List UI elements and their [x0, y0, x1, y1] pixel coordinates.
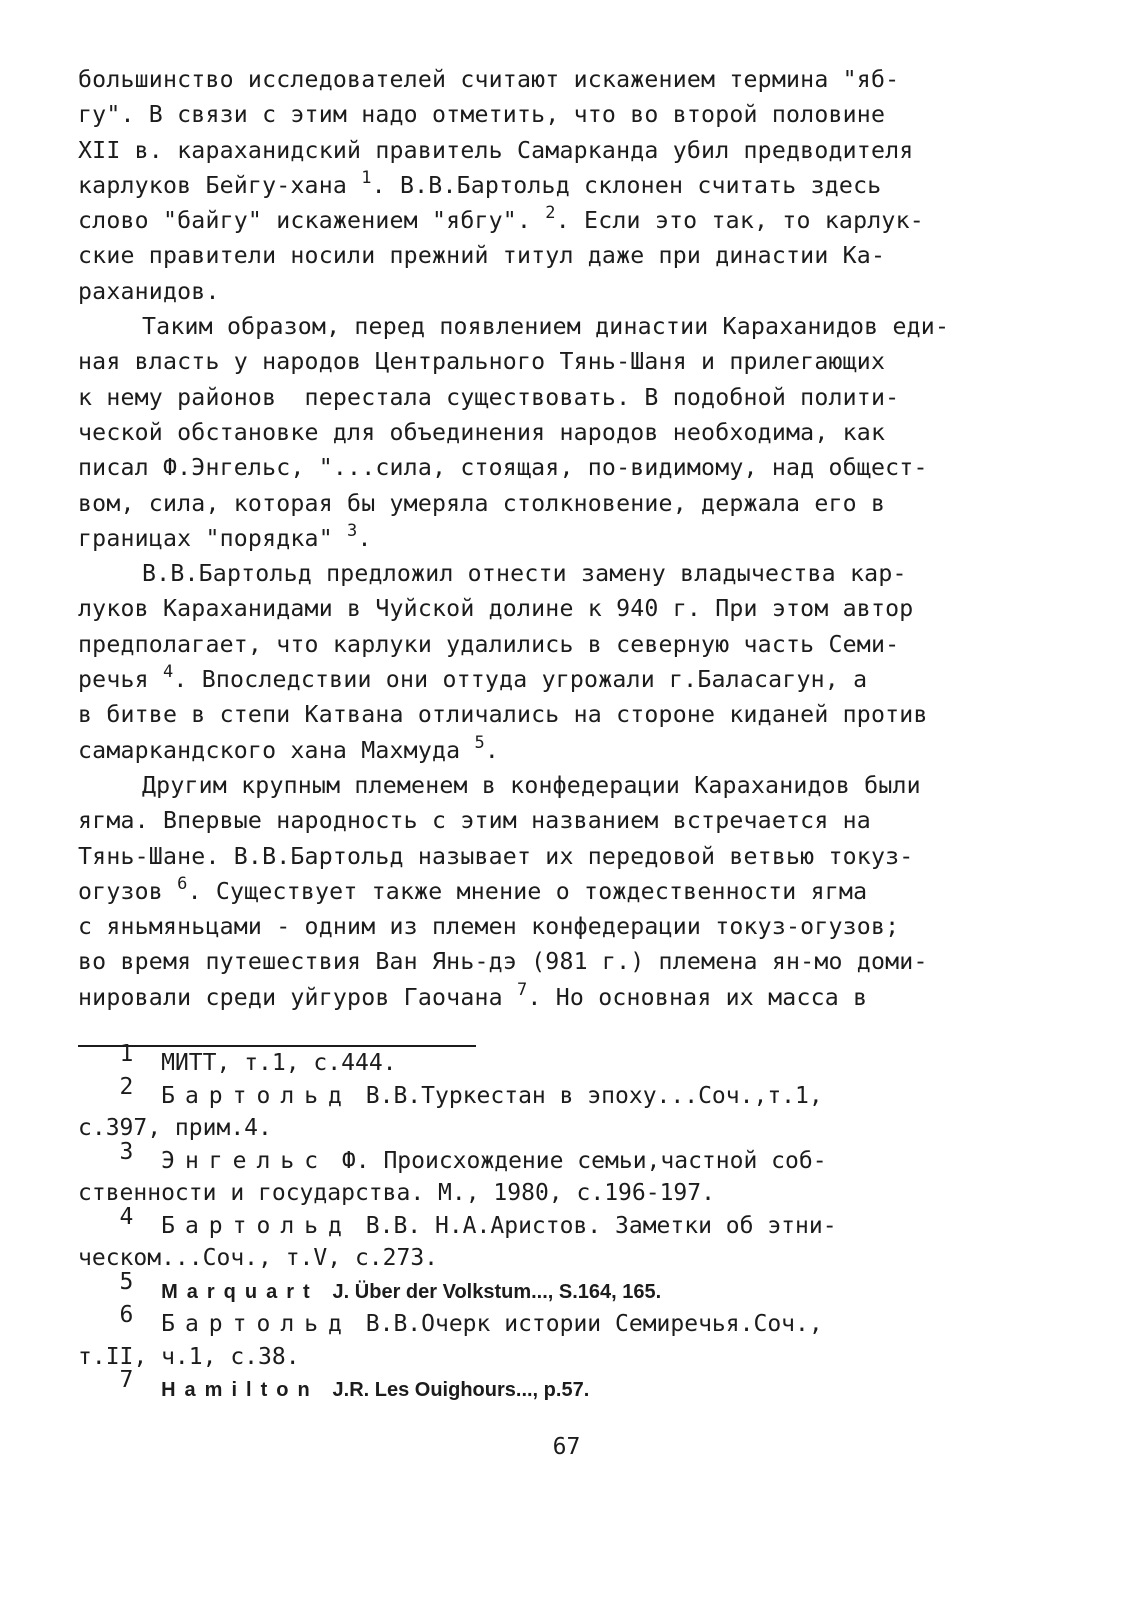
footnote-author: Бартольд: [161, 1311, 352, 1337]
footnote-text: МИТТ, т.1, с.444.: [161, 1050, 397, 1076]
footnote-text: J. Über der Volkstum..., S.164, 165.: [332, 1280, 662, 1303]
text-line: вом, сила, которая бы умеряла столкновение, держала его в: [78, 489, 886, 517]
text-line: во время путешествия Ван Янь-дэ (981 г.) племена ян-мо доми-: [78, 948, 928, 976]
text-line: [78, 662, 1038, 697]
text-segment: слово "байгу" искажением "ябгу".: [78, 207, 546, 235]
text-line: [78, 733, 1038, 768]
footnote-3-continuation: ственности и государства. М., 1980, с.196-197.: [78, 1180, 715, 1206]
text-line: [78, 980, 1038, 1015]
footnote-text: В.В.Очерк истории Семиречья.Соч.,: [365, 1311, 823, 1337]
paragraph-1: [78, 62, 1038, 309]
text-segment: границах "порядка": [78, 524, 348, 552]
footnote-5: 5 Marquart J. Über der Volkstum..., S.164, 165.: [119, 1268, 662, 1303]
text-line: раханидов.: [78, 277, 220, 305]
text-line: писал Ф.Энгельс, "...сила, стоящая, по-видимому, над общест-: [78, 454, 928, 482]
footnote-ref: 1: [361, 167, 372, 188]
text-line: к нему районов перестала существовать. В подобной полити-: [78, 383, 900, 411]
footnote-2-continuation: с.397, прим.4.: [78, 1115, 272, 1141]
footnote-ref: 3: [347, 520, 358, 541]
text-line: Таким образом, перед появлением династии Караханидов еди-: [142, 313, 950, 341]
footnote-ref: 2: [545, 203, 556, 224]
text-segment: карлуков Бейгу-хана: [78, 171, 362, 199]
text-line: Тянь-Шане. В.В.Бартольд называет их передовой ветвью токуз-: [78, 842, 914, 870]
paragraph-3: [78, 556, 1038, 768]
text-segment: .: [357, 524, 372, 552]
footnote-ref: 7: [516, 979, 528, 1000]
page-number: 67: [552, 1434, 581, 1460]
footnotes: [78, 1041, 1038, 1407]
text-segment: . Если это так, то карлук-: [555, 207, 924, 235]
text-segment: огузов: [78, 877, 178, 905]
text-segment: . Существует также мнение о тождественности ягма: [187, 877, 868, 905]
footnote-author: Бартольд: [161, 1212, 352, 1239]
footnote-1: 1 МИТТ, т.1, с.444.: [119, 1041, 397, 1076]
text-segment: .: [484, 736, 500, 764]
text-segment: . В.В.Бартольд склонен считать здесь: [371, 171, 882, 199]
text-segment: . Впоследствии они оттуда угрожали г.Баласагун, а: [173, 666, 868, 694]
footnote-text: В.В. Н.А.Аристов. Заметки об этни-: [365, 1212, 837, 1239]
footnote-author: Бартольд: [161, 1082, 352, 1109]
text-segment: нировали среди уйгуров Гаочана: [78, 983, 517, 1011]
text-segment: речья: [78, 666, 163, 694]
footnote-author: Marquart: [161, 1280, 319, 1303]
footnote-4: 4 Бартольд В.В. Н.А.Аристов. Заметки об этни-: [119, 1203, 837, 1239]
text-line: предполагает, что карлуки удалились в северную часть Семи-: [78, 630, 900, 658]
footnote-text: J.R. Les Ouighours..., p.57.: [332, 1379, 590, 1401]
text-line: XII в. караханидский правитель Самарканда убил предводителя: [78, 136, 914, 164]
text-line: Другим крупным племенем в конфедерации Караханидов были: [142, 771, 921, 799]
text-segment: . Но основная их масса в: [527, 983, 868, 1011]
footnote-7: 7 Hamilton J.R. Les Ouighours..., p.57.: [119, 1367, 590, 1401]
text-line: [78, 168, 1038, 203]
footnote-text: Ф. Происхождение семьи,частной соб-: [341, 1147, 827, 1174]
paragraph-2: [78, 309, 1038, 556]
footnote-3: 3 Энгельс Ф. Происхождение семьи,частной соб-: [119, 1138, 827, 1174]
footnote-author: Hamilton: [161, 1379, 319, 1401]
paragraph-4: [78, 768, 1038, 1015]
footnote-ref: 5: [474, 732, 485, 753]
footnote-6: 6 Бартольд В.В.Очерк истории Семиречья.Соч.,: [119, 1302, 823, 1337]
text-line: [78, 203, 1038, 238]
text-line: гу". В связи с этим надо отметить, что во второй половине: [78, 101, 886, 129]
footnote-text: В.В.Туркестан в эпоху...Соч.,т.1,: [365, 1082, 823, 1109]
text-line: луков Караханидами в Чуйской долине к 940 г. При этом автор: [78, 595, 914, 623]
text-line: ная власть у народов Центрального Тянь-Шаня и прилегающих: [78, 348, 886, 376]
text-line: ские правители носили прежний титул даже при династии Ка-: [78, 242, 886, 270]
footnote-ref: 4: [162, 662, 174, 683]
text-line: В.В.Бартольд предложил отнести замену владычества кар-: [142, 560, 907, 588]
text-segment: самаркандского хана Махмуда: [78, 736, 475, 764]
footnote-ref: 6: [177, 873, 188, 894]
text-line: [78, 521, 1038, 556]
text-line: [78, 874, 1038, 909]
text-line: большинство исследователей считают искажением термина "яб-: [78, 66, 900, 93]
text-line: ягма. Впервые народность с этим названием встречается на: [78, 807, 871, 835]
main-text: [78, 62, 1038, 1015]
footnote-author: Энгельс: [161, 1147, 329, 1174]
text-line: ческой обстановке для объединения народов необходима, как: [78, 418, 886, 446]
text-line: с яньмяньцами - одним из племен конфедерации токуз-огузов;: [78, 913, 900, 941]
footnote-6-continuation: т.II, ч.1, с.38.: [78, 1343, 300, 1370]
footnote-2: 2 Бартольд В.В.Туркестан в эпоху...Соч.,т.1,: [119, 1073, 823, 1109]
text-line: в битве в степи Катвана отличались на стороне киданей против: [78, 701, 928, 729]
footnote-4-continuation: ческом...Соч., т.V, с.273.: [78, 1245, 439, 1271]
